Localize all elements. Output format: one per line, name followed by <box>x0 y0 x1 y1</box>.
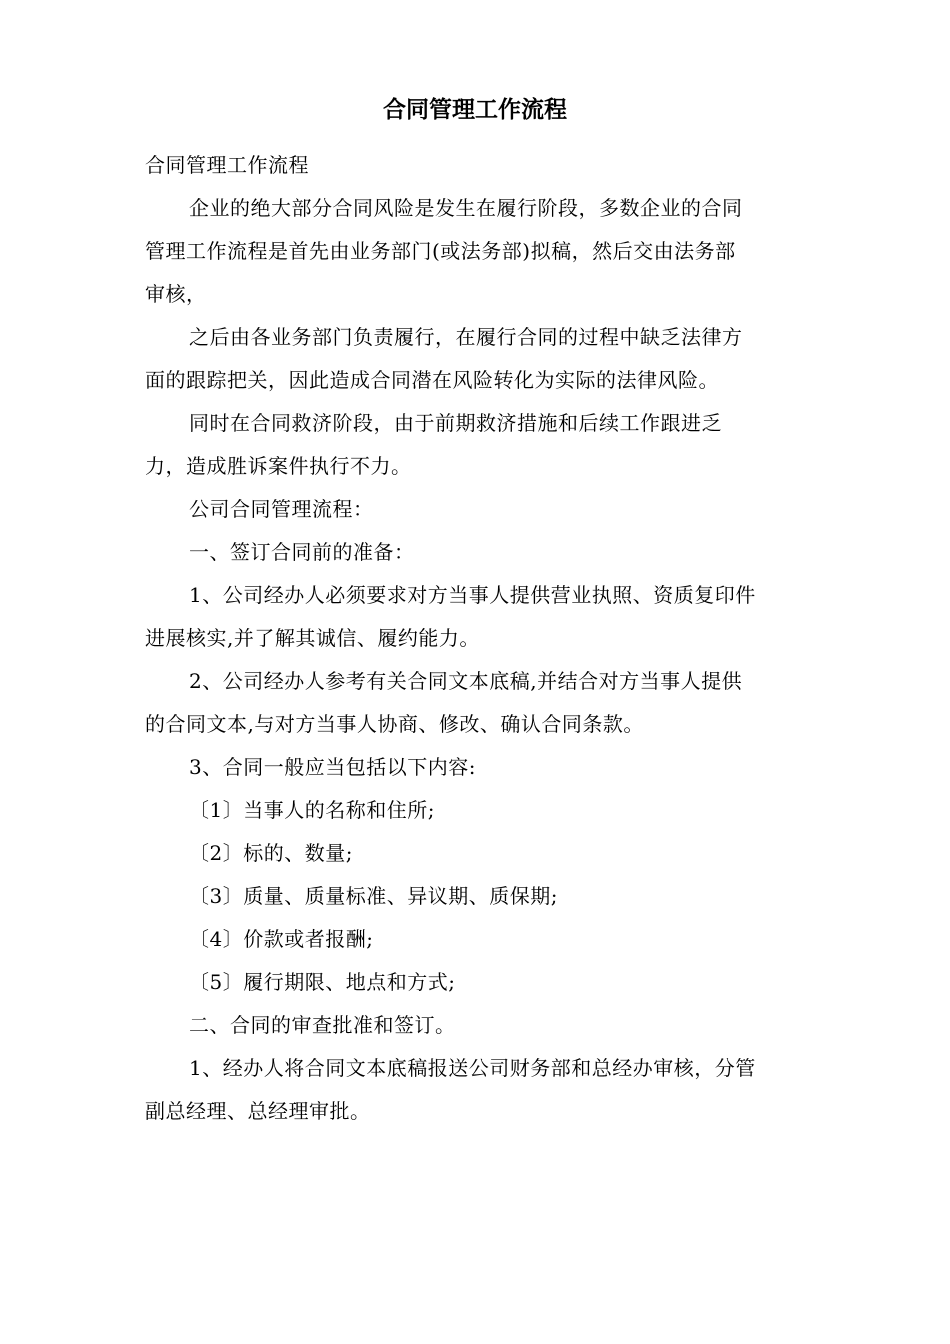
document-body <box>145 144 810 1133</box>
body-line: 2、公司经办人参考有关合同文本底稿,并结合对方当事人提供 <box>189 669 743 693</box>
body-line: 1、公司经办人必须要求对方当事人提供营业执照、资质复印件 <box>189 583 756 607</box>
body-line: 3、合同一般应当包括以下内容: <box>189 755 476 779</box>
document-title: 合同管理工作流程 <box>383 97 567 123</box>
body-line: 力，造成胜诉案件执行不力。 <box>145 454 412 478</box>
body-line: 1、经办人将合同文本底稿报送公司财务部和总经办审核，分管 <box>189 1056 756 1080</box>
body-line: 副总经理、总经理审批。 <box>145 1099 371 1123</box>
body-line: 管理工作流程是首先由业务部门(或法务部)拟稿，然后交由法务部 <box>145 239 736 263</box>
body-line: 进展核实,并了解其诚信、履约能力。 <box>145 626 480 650</box>
body-line: 公司合同管理流程： <box>189 497 374 521</box>
body-line: 一、签订合同前的准备： <box>189 540 415 564</box>
body-line: 审核， <box>145 282 207 306</box>
body-line: 〔5〕履行期限、地点和方式; <box>189 970 456 994</box>
body-line: 之后由各业务部门负责履行，在履行合同的过程中缺乏法律方 <box>189 325 743 349</box>
body-line: 合同管理工作流程 <box>145 153 309 177</box>
body-line: 企业的绝大部分合同风险是发生在履行阶段，多数企业的合同 <box>189 196 743 220</box>
body-line: 〔2〕标的、数量; <box>189 841 353 865</box>
body-line: 二、合同的审查批准和签订。 <box>189 1013 456 1037</box>
body-line: 〔4〕价款或者报酬; <box>189 927 374 951</box>
body-line: 〔1〕当事人的名称和住所; <box>189 798 435 822</box>
body-line: 同时在合同救济阶段，由于前期救济措施和后续工作跟进乏 <box>189 411 722 435</box>
body-line: 〔3〕质量、质量标准、异议期、质保期; <box>189 884 558 908</box>
body-line: 的合同文本,与对方当事人协商、修改、确认合同条款。 <box>145 712 644 736</box>
body-line: 面的跟踪把关，因此造成合同潜在风险转化为实际的法律风险。 <box>145 368 719 392</box>
